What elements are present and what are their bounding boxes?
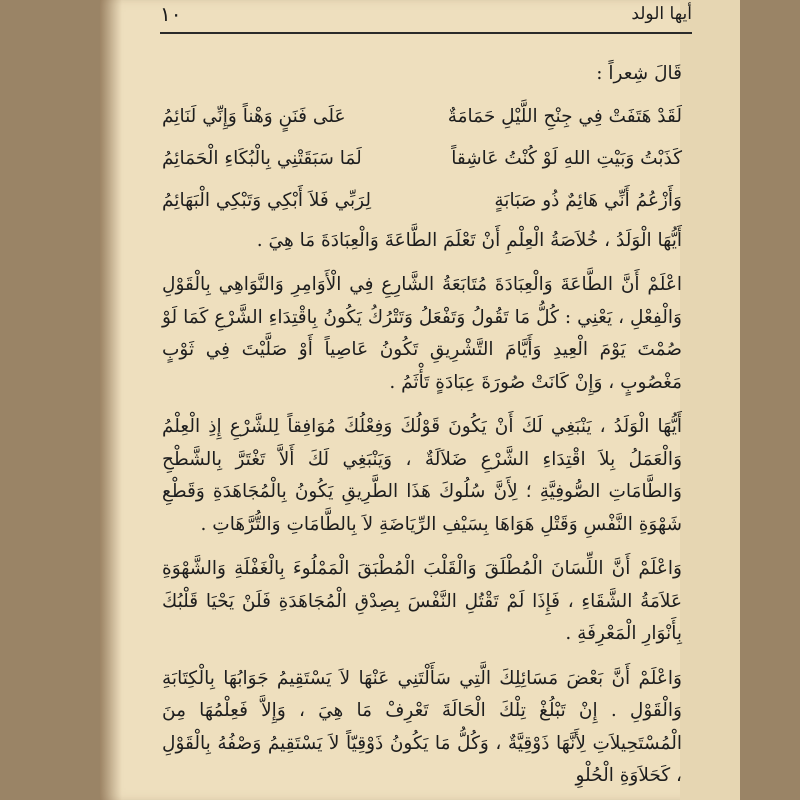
poem-first-hemistich: كَذَبْتُ وَبَيْتِ اللهِ لَوْ كُنْتُ عَاشِقاً (451, 148, 682, 170)
paragraph: اعْلَمْ أَنَّ الطَّاعَةَ وَالْعِبَادَةَ مُتَابَعَةُ الشَّارِعِ فِي الْأَوَامِرِ وَالنَّوَاهِي بِالْقَوْلِ وَالْفِعْلِ ، يَعْنِي : كُلُّ مَا تَقُولُ وَتَفْعَلُ وَتَتْرُكُ يَكُونُ بِاقْتِدَاءِ الشَّرْعِ كَمَا لَوْ صُمْتَ يَوْمَ الْعِيدِ وَأَيَّامَ التَّشْرِيقِ تَكُونُ عَاصِياً أَوْ صَلَّيْتَ فِي ثَوْبٍ مَغْصُوبٍ ، وَإِنْ كَانَتْ صُورَةَ عِبَادَةٍ تَأْثَمُ . (162, 274, 682, 393)
poem-line (162, 139, 682, 181)
paragraph: أَيُّهَا الْوَلَدُ ، خُلاَصَةُ الْعِلْمِ أَنْ تَعْلَمَ الطَّاعَةَ وَالْعِبَادَةَ مَا هِيَ . (256, 229, 682, 251)
paragraph: وَاعْلَمْ أَنَّ بَعْضَ مَسَائِلِكَ الَّتِي سَأَلْتَنِي عَنْهَا لاَ يَسْتَقِيمُ جَوَابُهَا بِالْكِتَابَةِ وَالْقَوْلِ . إِنْ تَبْلُغْ تِلْكَ الْحَالَةَ تَعْرِفْ مَا هِيَ ، وَإِلاَّ فَعِلْمُهَا مِنَ الْمُسْتَحِيلاَتِ لِأَنَّهَا ذَوْقِيَّةٌ ، وَكُلُّ مَا يَكُونُ ذَوْقِيّاً لاَ يَسْتَقِيمُ وَصْفُهُ بِالْقَوْلِ ، كَحَلاَوَةِ الْحُلْوِ (162, 667, 682, 786)
paragraph: وَاعْلَمْ أَنَّ اللِّسَانَ الْمُطْلَقَ وَالْقَلْبَ الْمُطْبَقَ الْمَمْلُوءَ بِالْغَفْلَةِ وَالشَّهْوَةِ عَلاَمَةُ الشَّقَاءِ ، فَإِذَا لَمْ تَقْتُلِ النَّفْسَ بِصِدْقِ الْمُجَاهَدَةِ فَلَنْ يَحْيَا قَلْبُكَ بِأَنْوَارِ الْمَعْرِفَةِ . (162, 558, 682, 644)
poem-second-hemistich: لَمَا سَبَقَتْنِي بِالْبُكَاءِ الْحَمَائِمُ (162, 148, 362, 170)
poem-second-hemistich: عَلَى فَنَنٍ وَهْناً وَإِنِّي لَنَائِمُ (162, 106, 346, 128)
page-header (160, 2, 692, 32)
poem-intro: قَالَ شِعراً : (596, 63, 682, 84)
paragraph: أَيُّهَا الْوَلَدُ ، يَنْبَغِي لَكَ أَنْ يَكُونَ قَوْلُكَ وَفِعْلُكَ مُوَافِقاً لِلشَّرْعِ إِذِ الْعِلْمُ وَالْعَمَلُ بِلاَ اقْتِدَاءِ الشَّرْعِ ضَلاَلَةٌ ، وَيَنْبَغِي لَكَ أَلاَّ تَغْتَرَّ بِالشَّطْحِ وَالطَّامَاتِ الصُّوفِيَّةِ ؛ لِأَنَّ سُلُوكَ هَذَا الطَّرِيقِ يَكُونُ بِالْمُجَاهَدَةِ وَقَطْعِ شَهْوَةِ النَّفْسِ وَقَتْلِ هَوَاهَا بِسَيْفِ الرِّيَاضَةِ لاَ بِالطَّامَاتِ وَالتُّرَّهَاتِ . (162, 416, 682, 535)
poem-second-hemistich: لِرَبِّي فَلاَ أَبْكِي وَتَبْكِي الْبَهَائِمُ (162, 190, 372, 212)
poem-line (162, 181, 682, 223)
book-page (100, 0, 740, 800)
header-rule (160, 32, 692, 34)
poem-line (162, 97, 682, 139)
page-edge (680, 0, 740, 800)
poem-first-hemistich: لَقَدْ هَتَفَتْ فِي جِنْحِ اللَّيْلِ حَمَامَةٌ (447, 106, 682, 128)
poem-first-hemistich: وَأَزْعُمُ أَنِّي هَائِمٌ ذُو صَبَابَةٍ (494, 190, 682, 212)
page-spine-shadow (100, 0, 122, 800)
page-number: ١٠ (160, 2, 182, 26)
running-title: أيها الولد (631, 4, 692, 24)
page-body (162, 58, 682, 793)
